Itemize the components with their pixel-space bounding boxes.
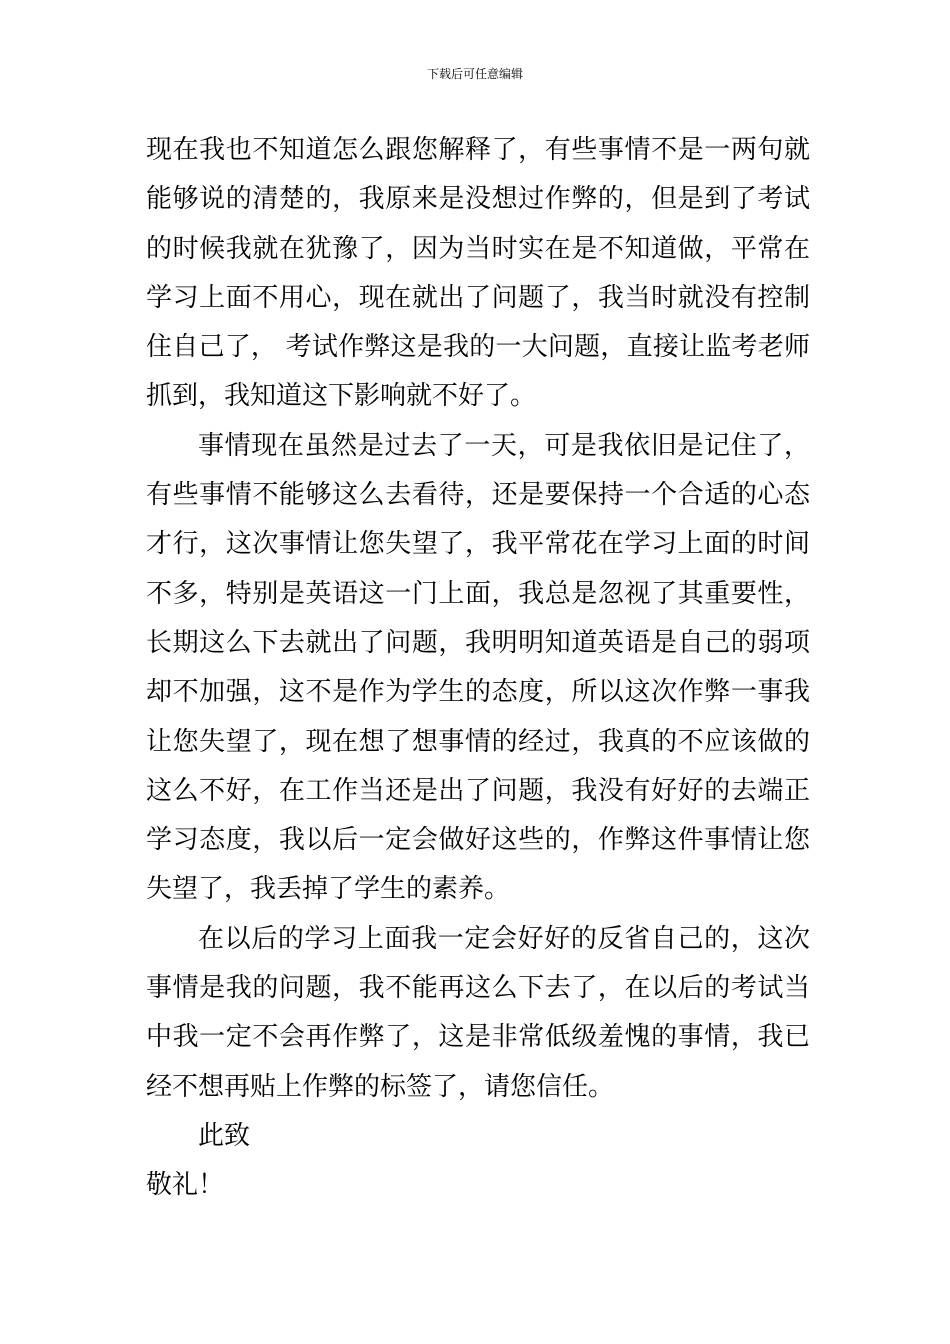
letter-body [146,126,810,1211]
paragraph-2: 事情现在虽然是过去了一天，可是我依旧是记住了，有些事情不能够这么去看待，还是要保持一个合适的心态才行，这次事情让您失望了，我平常花在学习上面的时间不多，特别是英语这一门上面，我总是忽视了其重要性，长期这么下去就出了问题，我明明知道英语是自己的弱项却不加强，这不是作为学生的态度，所以这次作弊一事我让您失望了，现在想了想事情的经过，我真的不应该做的这么不好，在工作当还是出了问题，我没有好好的去端正学习态度，我以后一定会做好这些的，作弊这件事情让您失望了，我丢掉了学生的素养。 [146,430,810,905]
paragraph-1: 现在我也不知道怎么跟您解释了，有些事情不是一两句就能够说的清楚的，我原来是没想过作弊的，但是到了考试的时候我就在犹豫了，因为当时实在是不知道做，平常在学习上面不用心，现在就出了问题了，我当时就没有控制住自己了， 考试作弊这是我的一大问题，直接让监考老师抓到，我知道这下影响就不好了。 [146,135,810,412]
paragraph-3: 在以后的学习上面我一定会好好的反省自己的，这次事情是我的问题，我不能再这么下去了，在以后的考试当中我一定不会再作弊了，这是非常低级羞愧的事情，我已经不想再贴上作弊的标签了，请您信任。 [146,923,810,1102]
header-note: 下载后可任意编辑 [426,67,523,81]
closing-salute: 敬礼！ [146,1170,225,1201]
closing-greeting: 此致 [198,1120,251,1151]
